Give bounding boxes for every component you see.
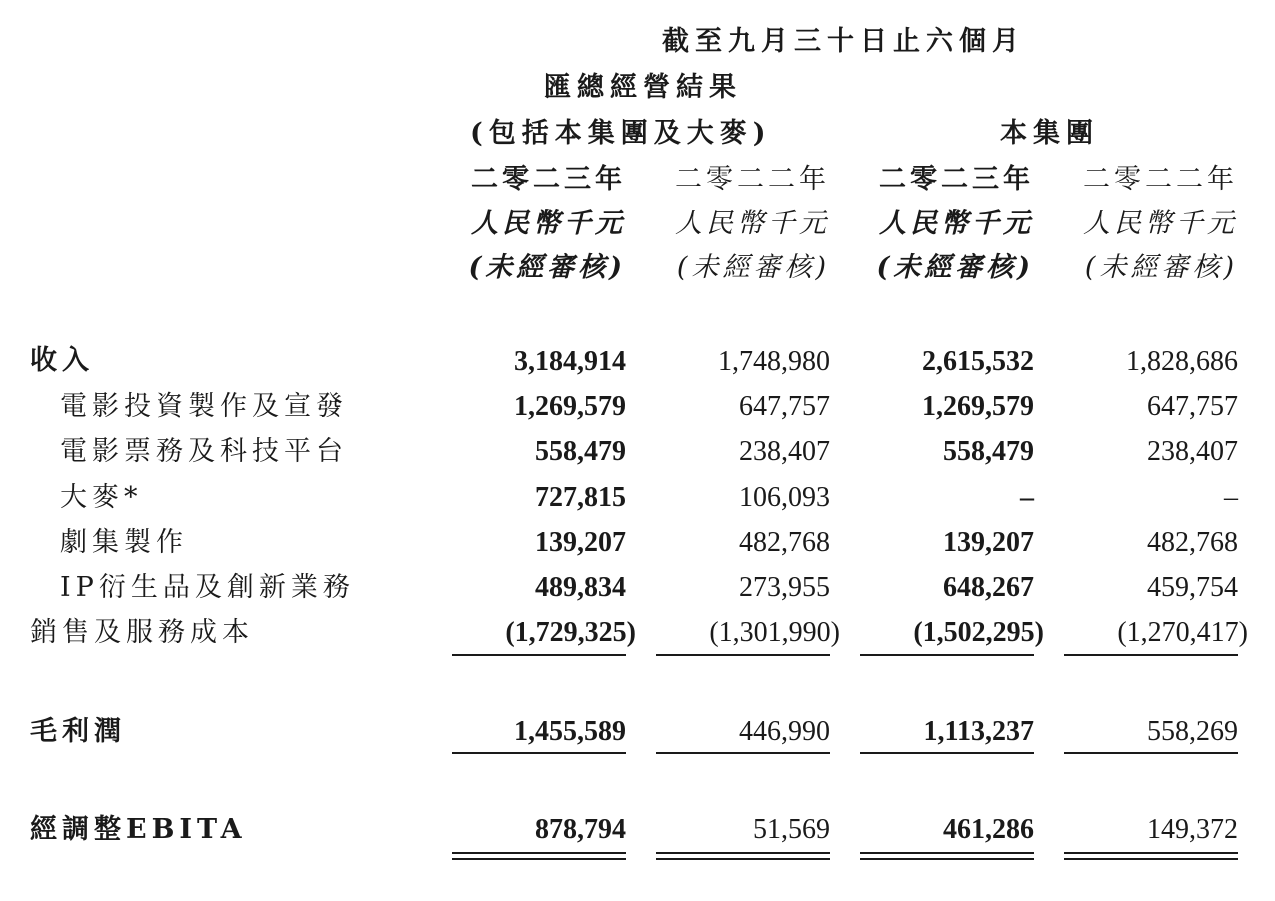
cell-value: 139,207 [943, 527, 1034, 558]
row-label-drama-series: 劇集製作 [60, 527, 188, 558]
group-heading: 本集團 [1000, 118, 1099, 149]
cell-value: (1,502,295) [913, 617, 1044, 648]
cell-value: 106,093 [739, 482, 830, 513]
cell-value: – [1020, 482, 1034, 513]
cell-value: – [1224, 482, 1238, 513]
cell-value: 2,615,532 [922, 346, 1034, 377]
subtotal-rule [656, 654, 830, 656]
cell-value: 1,269,579 [922, 391, 1034, 422]
aggregate-heading: 匯總經營結果 [544, 72, 742, 103]
row-label-cost-of-sales: 銷售及服務成本 [30, 617, 254, 648]
cell-value: 238,407 [1147, 436, 1238, 467]
cell-value: 461,286 [943, 814, 1034, 845]
row-label-film-investment: 電影投資製作及宣發 [60, 391, 348, 422]
total-rule [860, 752, 1034, 754]
subtotal-rule [860, 654, 1034, 656]
column-audit: (未經審核) [676, 252, 830, 283]
cell-value: 489,834 [535, 572, 626, 603]
column-year: 二零二二年 [1083, 164, 1238, 195]
column-audit: (未經審核) [468, 252, 626, 283]
cell-value: 647,757 [739, 391, 830, 422]
column-currency: 人民幣千元 [471, 208, 626, 239]
cell-value: 878,794 [535, 814, 626, 845]
total-rule [656, 752, 830, 754]
cell-value: 558,269 [1147, 716, 1238, 747]
cell-value: 482,768 [739, 527, 830, 558]
cell-value: 558,479 [943, 436, 1034, 467]
column-currency: 人民幣千元 [675, 208, 830, 239]
cell-value: 1,748,980 [718, 346, 830, 377]
double-rule [656, 852, 830, 860]
double-rule [860, 852, 1034, 860]
row-label-ticketing: 電影票務及科技平台 [60, 436, 348, 467]
column-year: 二零二三年 [471, 164, 626, 195]
subtotal-rule [1064, 654, 1238, 656]
total-rule [452, 752, 626, 754]
cell-value: 1,455,589 [514, 716, 626, 747]
cell-value: 1,113,237 [923, 716, 1034, 747]
subtotal-rule [452, 654, 626, 656]
cell-value: 482,768 [1147, 527, 1238, 558]
column-audit: (未經審核) [1084, 252, 1238, 283]
column-year: 二零二三年 [879, 164, 1034, 195]
period-heading: 截至九月三十日止六個月 [662, 26, 1025, 57]
cell-value: 558,479 [535, 436, 626, 467]
column-currency: 人民幣千元 [1083, 208, 1238, 239]
cell-value: 648,267 [943, 572, 1034, 603]
cell-value: (1,270,417) [1117, 617, 1248, 648]
cell-value: 139,207 [535, 527, 626, 558]
total-rule [1064, 752, 1238, 754]
cell-value: 51,569 [753, 814, 830, 845]
cell-value: 727,815 [535, 482, 626, 513]
cell-value: 1,269,579 [514, 391, 626, 422]
column-currency: 人民幣千元 [879, 208, 1034, 239]
cell-value: 238,407 [739, 436, 830, 467]
double-rule [1064, 852, 1238, 860]
cell-value: 459,754 [1147, 572, 1238, 603]
cell-value: 3,184,914 [514, 346, 626, 377]
cell-value: 1,828,686 [1126, 346, 1238, 377]
row-label-damai: 大麥* [60, 482, 143, 513]
cell-value: 647,757 [1147, 391, 1238, 422]
row-label-revenue: 收入 [30, 345, 94, 376]
cell-value: 273,955 [739, 572, 830, 603]
cell-value: 149,372 [1147, 814, 1238, 845]
aggregate-scope-heading: (包括本集團及大麥) [470, 118, 772, 149]
column-year: 二零二二年 [675, 164, 830, 195]
row-label-gross-profit: 毛利潤 [30, 716, 126, 747]
row-label-adjusted-ebita: 經調整EBITA [30, 814, 247, 845]
cell-value: (1,729,325) [505, 617, 636, 648]
double-rule [452, 852, 626, 860]
cell-value: (1,301,990) [709, 617, 840, 648]
cell-value: 446,990 [739, 716, 830, 747]
row-label-ip-merchandising: IP衍生品及創新業務 [60, 572, 355, 603]
column-audit: (未經審核) [876, 252, 1034, 283]
